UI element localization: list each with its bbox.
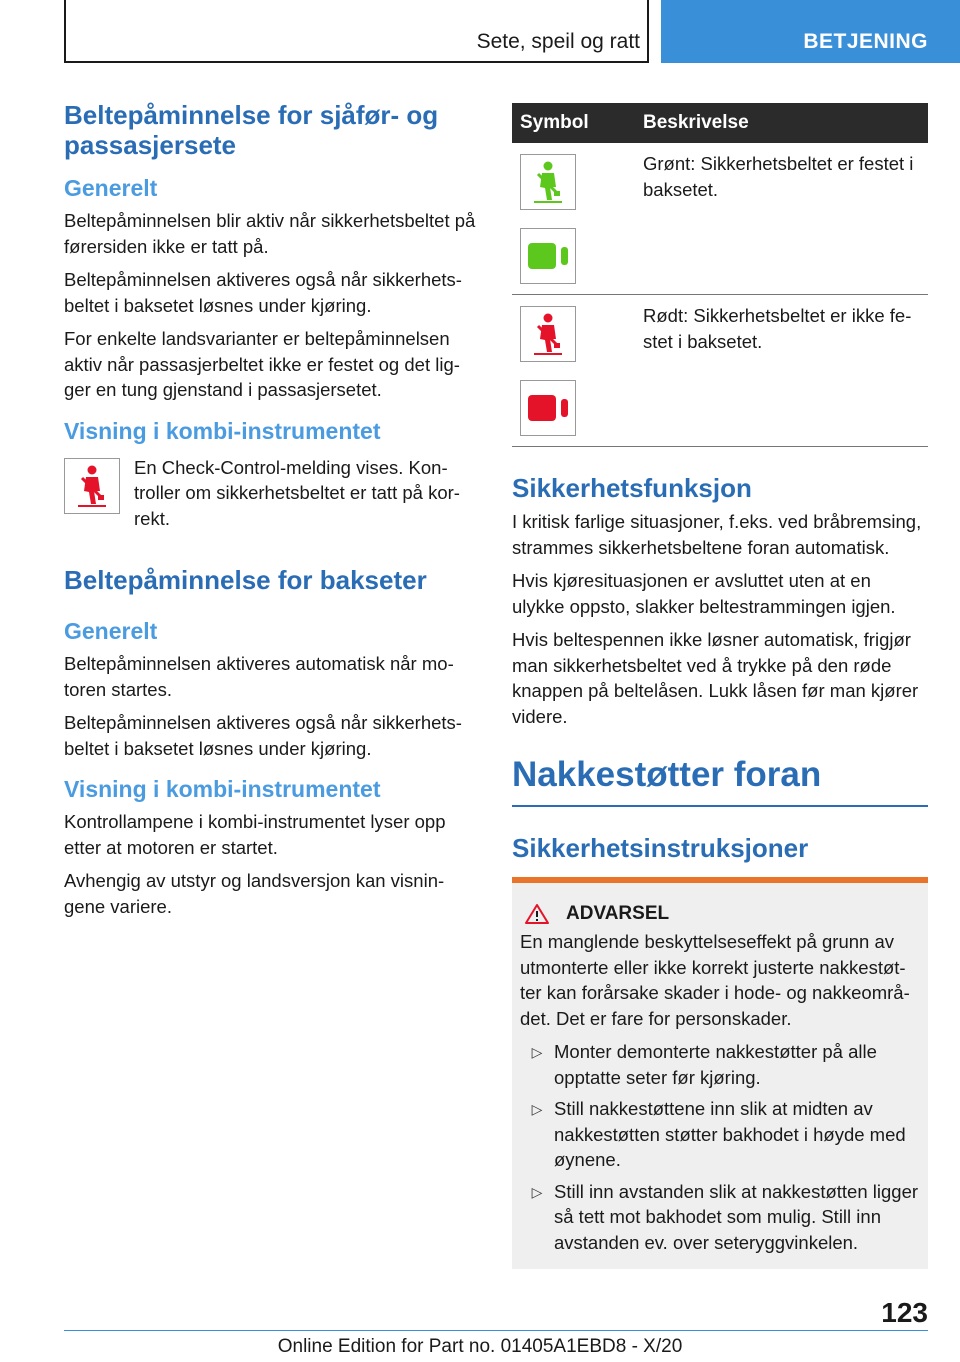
section-title-rear-seats: Beltepåminnelse for bakseter — [64, 565, 427, 595]
list-item — [520, 1039, 920, 1090]
paragraph: Hvis beltespennen ikke løsner automatisk, frigjør man sikkerhetsbeltet ved å trykke på den røde knappen på beltelåsen. Lukk låsen før man kjører videre. — [512, 629, 919, 727]
list-item-text: Monter demonterte nakkestøtter på alle opptatte seter før kjøring. — [554, 1041, 877, 1088]
warning-label: ADVARSEL — [566, 903, 670, 924]
warning-text: En manglende beskyttelseseffekt på grunn av utmonterte eller ikke korrekt justerte nakkestøtter kan forårsake skader i hode- og nakkeområdet. Det er fare for personskader. — [520, 931, 910, 1029]
description-cell: Rødt: Sikkerhetsbeltet er ikke festet i baksetet. — [635, 295, 928, 447]
icon-text-row — [64, 455, 476, 532]
column-header-description: Beskrivelse — [635, 103, 928, 143]
bullet-triangle-icon: ▷ — [531, 1044, 543, 1060]
seatbelt-warning-icon — [64, 458, 120, 514]
paragraph: I kritisk farlige situasjoner, f.eks. ved bråbremsing, strammes sikkerhetsbeltene foran automatisk. — [512, 511, 922, 558]
section-title-front-seats: Beltepåminnelse for sjåfør- og passasjersete — [64, 100, 439, 160]
seatbelt-red-icon — [520, 306, 576, 362]
symbol-cell — [512, 143, 635, 295]
paragraph: Kontrollampene i kombi-instrumentet lyser opp etter at motoren er startet. — [64, 811, 446, 858]
paragraph: For enkelte landsvarianter er beltepåminnelsen aktiv når passasjerbeltet ikke er festet og det ligger en tung gjenstand i passasjersetet. — [64, 328, 460, 400]
warning-list — [520, 1039, 920, 1255]
page-number: 123 — [881, 1297, 928, 1328]
header-chapter-tab[interactable]: BETJENING — [661, 0, 960, 63]
paragraph: Beltepåminnelsen aktiveres også når sikkerhetsbeltet i baksetet løsnes under kjøring. — [64, 712, 462, 759]
symbol-table — [512, 103, 928, 447]
header-section-title: Sete, speil og ratt — [476, 30, 640, 53]
subheading-visning: Visning i kombi-instrumentet — [64, 776, 381, 802]
paragraph: Avhengig av utstyr og landsversjon kan visningene variere. — [64, 870, 445, 917]
paragraph: Beltepåminnelsen aktiveres automatisk når motoren startes. — [64, 653, 454, 700]
bullet-triangle-icon: ▷ — [531, 1183, 543, 1200]
description-cell: Grønt: Sikkerhetsbeltet er festet i baksetet. — [635, 143, 928, 295]
column-header-symbol: Symbol — [512, 103, 635, 143]
warning-header — [520, 903, 920, 925]
list-item — [520, 1179, 920, 1256]
seatbelt-green-icon — [520, 154, 576, 210]
seat-indicator-red-icon — [520, 380, 576, 436]
warning-box — [512, 877, 928, 1269]
footer-edition: Online Edition for Part no. 01405A1EBD8 - X/20 — [277, 1336, 683, 1357]
table-row — [512, 143, 928, 295]
right-column — [512, 100, 928, 1269]
list-item-text: Still inn avstanden slik at nakkestøtten ligger så tett mot bakhodet som mulig. Still inn avstanden ev. over seteryggvinkelen. — [554, 1180, 919, 1253]
paragraph: Beltepåminnelsen blir aktiv når sikkerhetsbeltet på førersiden ikke er tatt på. — [64, 210, 476, 257]
footer-divider — [64, 1330, 928, 1331]
symbol-cell — [512, 295, 635, 447]
list-item-text: Still nakkestøttene inn slik at midten av nakkestøtten støtter bakhodet i høyde med øynene. — [554, 1098, 906, 1170]
left-column — [64, 100, 476, 927]
seat-indicator-green-icon — [520, 228, 576, 284]
section-title-safety-function: Sikkerhetsfunksjon — [512, 473, 752, 503]
subheading-visning: Visning i kombi-instrumentet — [64, 417, 381, 444]
subheading-generelt: Generelt — [64, 175, 158, 201]
bullet-triangle-icon: ▷ — [531, 1101, 543, 1117]
subheading-generelt: Generelt — [64, 618, 158, 644]
warning-triangle-icon — [524, 903, 550, 925]
paragraph: En Check-Control-melding vises. Kontroller om sikkerhetsbeltet er tatt på korrekt. — [134, 456, 460, 529]
paragraph: Beltepåminnelsen aktiveres også når sikkerhetsbeltet i baksetet løsnes under kjøring. — [64, 269, 462, 316]
section-title-safety-instructions: Sikkerhetsinstruksjoner — [512, 833, 809, 863]
paragraph: Hvis kjøresituasjonen er avsluttet uten at en ulykke oppsto, slakker beltestrammingen igjen. — [512, 570, 896, 617]
chapter-title-headrests: Nakkestøtter foran — [512, 753, 928, 807]
table-row — [512, 295, 928, 447]
list-item — [520, 1096, 920, 1173]
